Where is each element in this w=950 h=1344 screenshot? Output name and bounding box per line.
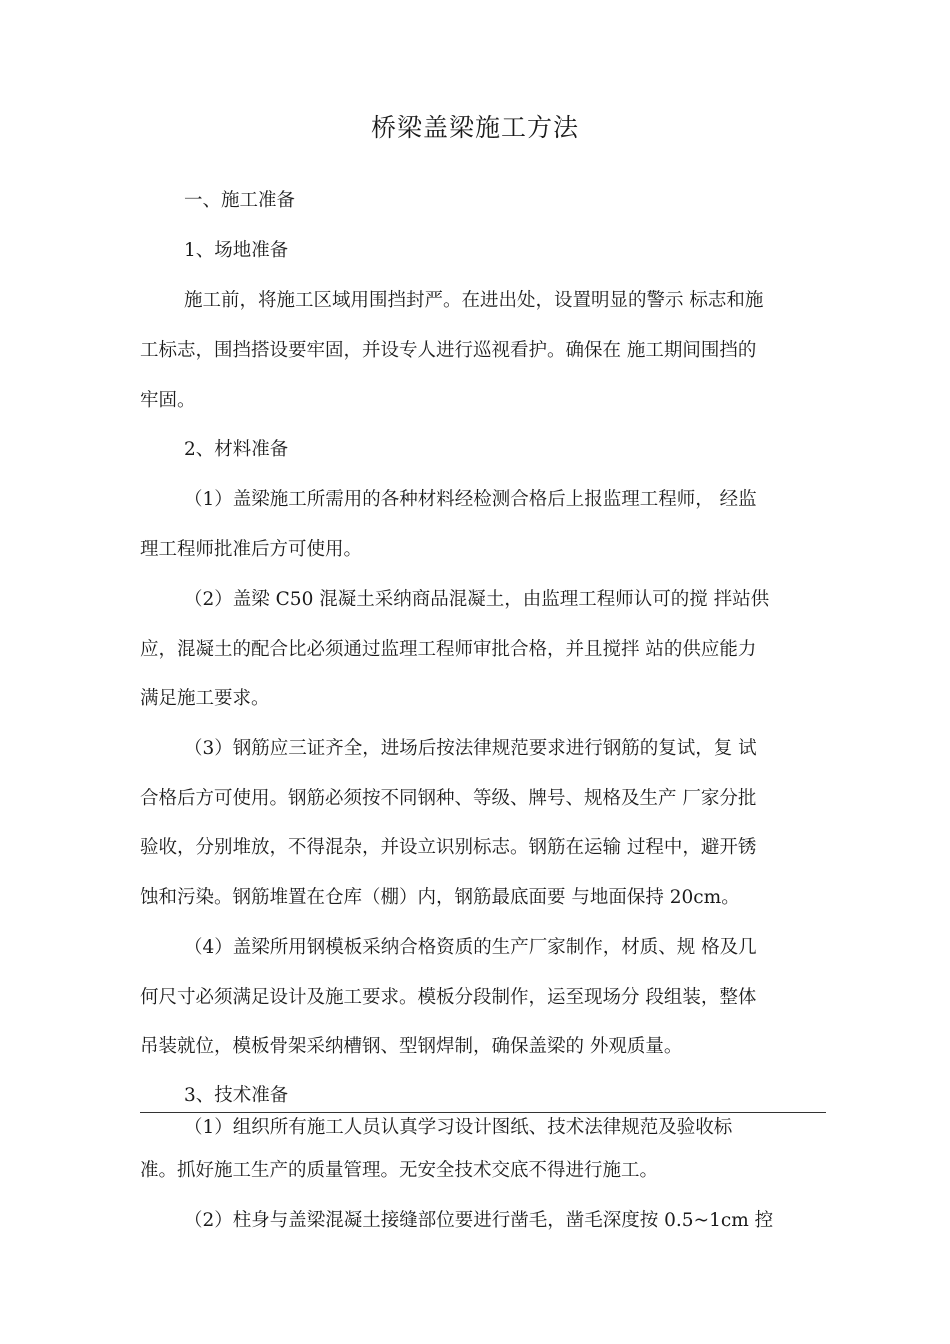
paragraph-line: 满足施工要求。 xyxy=(140,688,270,709)
document-title: 桥梁盖梁施工方法 xyxy=(370,113,579,142)
paragraph-line: 工标志，围挡搭设要牢固，并设专人进行巡视看护。确保在 施工期间围挡的 xyxy=(140,340,757,361)
paragraph-line: 合格后方可使用。钢筋必须按不同钢种、等级、牌号、规格及生产 厂家分批 xyxy=(140,788,757,809)
paragraph-line: （4）盖梁所用钢模板采纳合格资质的生产厂家制作，材质、规 格及几 xyxy=(184,937,757,958)
subsection-heading: 2、材料准备 xyxy=(184,439,289,460)
horizontal-divider xyxy=(140,1112,826,1113)
paragraph-line: 准。抓好施工生产的质量管理。无安全技术交底不得进行施工。 xyxy=(140,1160,659,1181)
paragraph-line: （1）盖梁施工所需用的各种材料经检测合格后上报监理工程师， 经监 xyxy=(184,489,757,510)
subsection-heading: 1、场地准备 xyxy=(184,240,289,261)
paragraph-line: 施工前，将施工区域用围挡封严。在进出处，设置明显的警示 标志和施 xyxy=(184,290,764,311)
paragraph-line: 何尺寸必须满足设计及施工要求。模板分段制作，运至现场分 段组装，整体 xyxy=(140,987,757,1008)
paragraph-line: （1）组织所有施工人员认真学习设计图纸、技术法律规范及验收标 xyxy=(184,1117,733,1138)
paragraph-line: 验收，分别堆放，不得混杂，并设立识别标志。钢筋在运输 过程中，避开锈 xyxy=(140,837,757,858)
subsection-heading: 3、技术准备 xyxy=(184,1085,289,1106)
paragraph-line: 蚀和污染。钢筋堆置在仓库（棚）内，钢筋最底面要 与地面保持 20cm。 xyxy=(140,887,740,908)
paragraph-line: （2）盖梁 C50 混凝土采纳商品混凝土，由监理工程师认可的搅 拌站供 xyxy=(184,589,770,610)
section-heading: 一、施工准备 xyxy=(184,190,296,211)
paragraph-line: 吊装就位，模板骨架采纳槽钢、型钢焊制，确保盖梁的 外观质量。 xyxy=(140,1036,683,1057)
paragraph-line: （2）柱身与盖梁混凝土接缝部位要进行凿毛，凿毛深度按 0.5~1cm 控 xyxy=(184,1210,774,1231)
paragraph-line: 牢固。 xyxy=(140,390,196,411)
paragraph-line: （3）钢筋应三证齐全，进场后按法律规范要求进行钢筋的复试，复 试 xyxy=(184,738,757,759)
paragraph-line: 理工程师批准后方可使用。 xyxy=(140,539,363,560)
paragraph-line: 应，混凝土的配合比必须通过监理工程师审批合格，并且搅拌 站的供应能力 xyxy=(140,639,757,660)
